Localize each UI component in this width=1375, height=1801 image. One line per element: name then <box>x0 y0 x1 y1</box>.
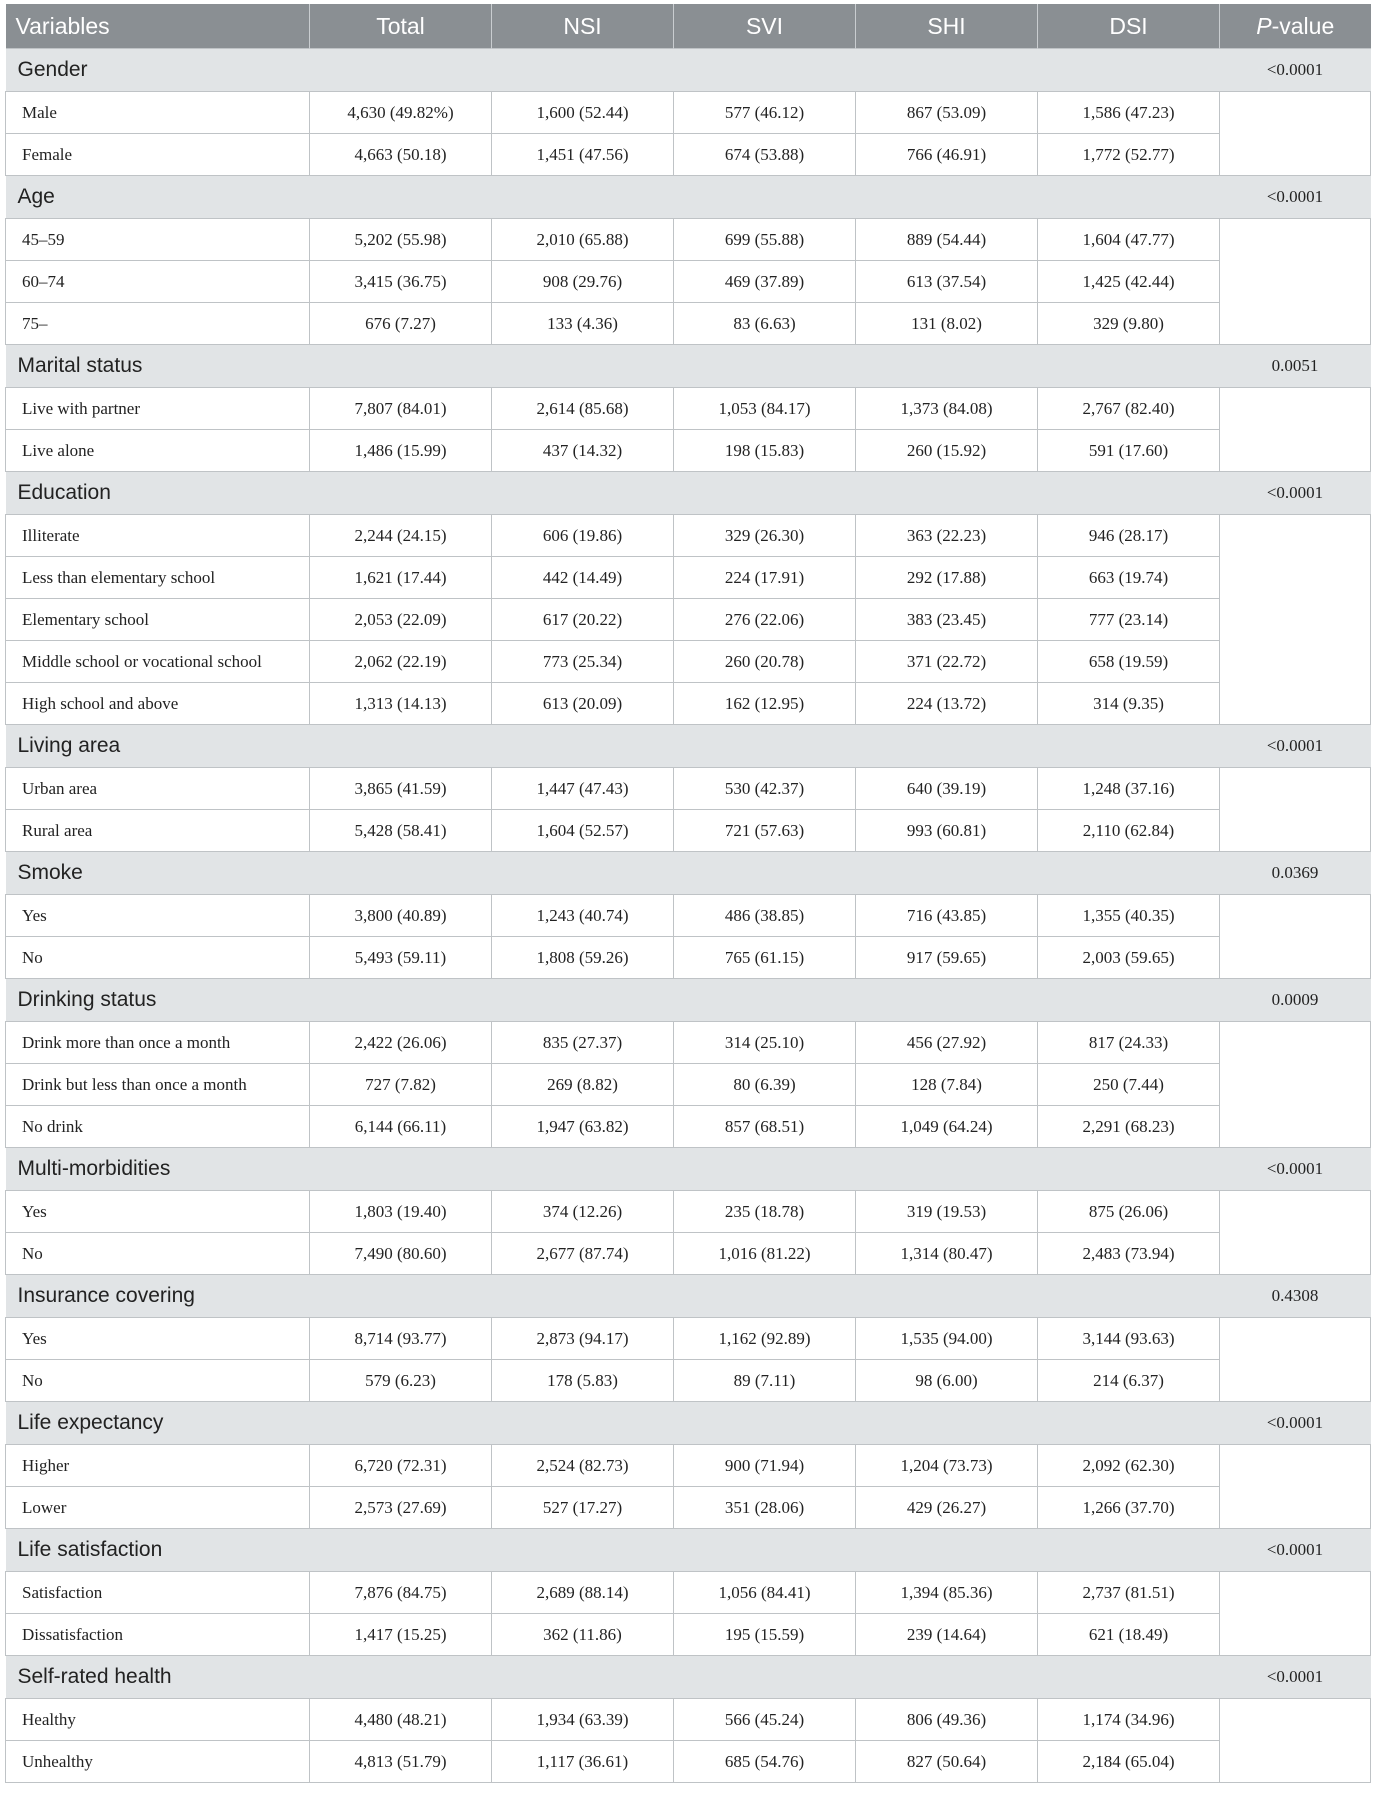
table-row <box>6 1360 1371 1402</box>
table-row <box>6 1614 1371 1656</box>
value-cell: 437 (14.32) <box>492 430 674 472</box>
group-name: Drinking status <box>6 979 1220 1022</box>
table-row <box>6 1064 1371 1106</box>
header-nsi: NSI <box>492 4 674 49</box>
row-label: 60–74 <box>6 261 310 303</box>
row-label: Unhealthy <box>6 1741 310 1783</box>
value-cell: 8,714 (93.77) <box>310 1318 492 1360</box>
table-row <box>6 515 1371 557</box>
table-row <box>6 1487 1371 1529</box>
row-label: Yes <box>6 1318 310 1360</box>
value-cell: 2,291 (68.23) <box>1038 1106 1220 1148</box>
value-cell: 2,422 (26.06) <box>310 1022 492 1064</box>
table-row <box>6 1106 1371 1148</box>
row-label: Yes <box>6 895 310 937</box>
group-p-value: <0.0001 <box>1220 49 1371 92</box>
table-row <box>6 1572 1371 1614</box>
table-row <box>6 810 1371 852</box>
value-cell: 133 (4.36) <box>492 303 674 345</box>
value-cell: 1,373 (84.08) <box>856 388 1038 430</box>
value-cell: 721 (57.63) <box>674 810 856 852</box>
group-p-value: <0.0001 <box>1220 1656 1371 1699</box>
group-row <box>6 49 1371 92</box>
value-cell: 98 (6.00) <box>856 1360 1038 1402</box>
value-cell: 314 (25.10) <box>674 1022 856 1064</box>
p-value-blank-cell <box>1220 388 1371 472</box>
value-cell: 195 (15.59) <box>674 1614 856 1656</box>
value-cell: 2,010 (65.88) <box>492 219 674 261</box>
table-row <box>6 261 1371 303</box>
value-cell: 131 (8.02) <box>856 303 1038 345</box>
header-pvalue-suffix: -value <box>1271 12 1335 39</box>
row-label: Rural area <box>6 810 310 852</box>
value-cell: 235 (18.78) <box>674 1191 856 1233</box>
value-cell: 908 (29.76) <box>492 261 674 303</box>
group-row <box>6 1275 1371 1318</box>
value-cell: 993 (60.81) <box>856 810 1038 852</box>
group-p-value: <0.0001 <box>1220 725 1371 768</box>
p-value-blank-cell <box>1220 1445 1371 1529</box>
value-cell: 260 (20.78) <box>674 641 856 683</box>
value-cell: 2,614 (85.68) <box>492 388 674 430</box>
row-label: No <box>6 937 310 979</box>
table-body <box>6 49 1371 1783</box>
value-cell: 716 (43.85) <box>856 895 1038 937</box>
value-cell: 1,053 (84.17) <box>674 388 856 430</box>
table-row <box>6 683 1371 725</box>
value-cell: 198 (15.83) <box>674 430 856 472</box>
value-cell: 613 (20.09) <box>492 683 674 725</box>
value-cell: 1,174 (34.96) <box>1038 1699 1220 1741</box>
value-cell: 1,266 (37.70) <box>1038 1487 1220 1529</box>
row-label: Yes <box>6 1191 310 1233</box>
value-cell: 946 (28.17) <box>1038 515 1220 557</box>
row-label: No <box>6 1233 310 1275</box>
group-p-value: 0.4308 <box>1220 1275 1371 1318</box>
row-label: Healthy <box>6 1699 310 1741</box>
value-cell: 2,767 (82.40) <box>1038 388 1220 430</box>
value-cell: 1,600 (52.44) <box>492 92 674 134</box>
value-cell: 442 (14.49) <box>492 557 674 599</box>
header-dsi: DSI <box>1038 4 1220 49</box>
value-cell: 276 (22.06) <box>674 599 856 641</box>
value-cell: 2,524 (82.73) <box>492 1445 674 1487</box>
row-label: High school and above <box>6 683 310 725</box>
group-name: Marital status <box>6 345 1220 388</box>
value-cell: 2,483 (73.94) <box>1038 1233 1220 1275</box>
value-cell: 2,573 (27.69) <box>310 1487 492 1529</box>
group-row <box>6 1148 1371 1191</box>
group-p-value: 0.0051 <box>1220 345 1371 388</box>
value-cell: 314 (9.35) <box>1038 683 1220 725</box>
value-cell: 371 (22.72) <box>856 641 1038 683</box>
value-cell: 292 (17.88) <box>856 557 1038 599</box>
value-cell: 5,493 (59.11) <box>310 937 492 979</box>
group-p-value: <0.0001 <box>1220 176 1371 219</box>
value-cell: 613 (37.54) <box>856 261 1038 303</box>
table-row <box>6 768 1371 810</box>
table-row <box>6 599 1371 641</box>
value-cell: 1,535 (94.00) <box>856 1318 1038 1360</box>
row-label: Satisfaction <box>6 1572 310 1614</box>
value-cell: 3,800 (40.89) <box>310 895 492 937</box>
value-cell: 827 (50.64) <box>856 1741 1038 1783</box>
header-shi: SHI <box>856 4 1038 49</box>
table-row <box>6 134 1371 176</box>
value-cell: 606 (19.86) <box>492 515 674 557</box>
value-cell: 2,677 (87.74) <box>492 1233 674 1275</box>
value-cell: 383 (23.45) <box>856 599 1038 641</box>
value-cell: 1,314 (80.47) <box>856 1233 1038 1275</box>
table-row <box>6 557 1371 599</box>
table-row <box>6 430 1371 472</box>
row-label: Lower <box>6 1487 310 1529</box>
header-row <box>6 4 1371 49</box>
value-cell: 4,630 (49.82%) <box>310 92 492 134</box>
value-cell: 486 (38.85) <box>674 895 856 937</box>
p-value-blank-cell <box>1220 1699 1371 1783</box>
group-row <box>6 1529 1371 1572</box>
value-cell: 429 (26.27) <box>856 1487 1038 1529</box>
header-pvalue <box>1220 4 1371 49</box>
value-cell: 2,244 (24.15) <box>310 515 492 557</box>
value-cell: 1,604 (52.57) <box>492 810 674 852</box>
value-cell: 3,144 (93.63) <box>1038 1318 1220 1360</box>
table-row <box>6 1699 1371 1741</box>
value-cell: 817 (24.33) <box>1038 1022 1220 1064</box>
group-name: Gender <box>6 49 1220 92</box>
value-cell: 362 (11.86) <box>492 1614 674 1656</box>
row-label: Dissatisfaction <box>6 1614 310 1656</box>
value-cell: 867 (53.09) <box>856 92 1038 134</box>
value-cell: 319 (19.53) <box>856 1191 1038 1233</box>
row-label: No drink <box>6 1106 310 1148</box>
group-name: Multi-morbidities <box>6 1148 1220 1191</box>
table-row <box>6 92 1371 134</box>
characteristics-table <box>5 4 1371 1783</box>
group-p-value: <0.0001 <box>1220 1402 1371 1445</box>
value-cell: 83 (6.63) <box>674 303 856 345</box>
group-name: Smoke <box>6 852 1220 895</box>
row-label: 75– <box>6 303 310 345</box>
value-cell: 900 (71.94) <box>674 1445 856 1487</box>
value-cell: 178 (5.83) <box>492 1360 674 1402</box>
value-cell: 917 (59.65) <box>856 937 1038 979</box>
p-value-blank-cell <box>1220 1191 1371 1275</box>
value-cell: 1,162 (92.89) <box>674 1318 856 1360</box>
p-value-blank-cell <box>1220 515 1371 725</box>
value-cell: 773 (25.34) <box>492 641 674 683</box>
group-name: Living area <box>6 725 1220 768</box>
value-cell: 2,092 (62.30) <box>1038 1445 1220 1487</box>
value-cell: 3,865 (41.59) <box>310 768 492 810</box>
value-cell: 527 (17.27) <box>492 1487 674 1529</box>
value-cell: 663 (19.74) <box>1038 557 1220 599</box>
table-row <box>6 303 1371 345</box>
value-cell: 835 (27.37) <box>492 1022 674 1064</box>
value-cell: 5,428 (58.41) <box>310 810 492 852</box>
value-cell: 1,016 (81.22) <box>674 1233 856 1275</box>
value-cell: 591 (17.60) <box>1038 430 1220 472</box>
value-cell: 269 (8.82) <box>492 1064 674 1106</box>
header-variables: Variables <box>6 4 310 49</box>
value-cell: 1,451 (47.56) <box>492 134 674 176</box>
group-name: Life satisfaction <box>6 1529 1220 1572</box>
value-cell: 1,425 (42.44) <box>1038 261 1220 303</box>
value-cell: 1,447 (47.43) <box>492 768 674 810</box>
group-name: Education <box>6 472 1220 515</box>
value-cell: 2,003 (59.65) <box>1038 937 1220 979</box>
header-svi: SVI <box>674 4 856 49</box>
value-cell: 579 (6.23) <box>310 1360 492 1402</box>
value-cell: 6,720 (72.31) <box>310 1445 492 1487</box>
value-cell: 621 (18.49) <box>1038 1614 1220 1656</box>
header-total: Total <box>310 4 492 49</box>
group-row <box>6 1402 1371 1445</box>
p-value-blank-cell <box>1220 895 1371 979</box>
table-row <box>6 641 1371 683</box>
value-cell: 1,117 (36.61) <box>492 1741 674 1783</box>
row-label: Higher <box>6 1445 310 1487</box>
value-cell: 1,049 (64.24) <box>856 1106 1038 1148</box>
p-value-blank-cell <box>1220 1022 1371 1148</box>
table-row <box>6 937 1371 979</box>
value-cell: 3,415 (36.75) <box>310 261 492 303</box>
table-row <box>6 1233 1371 1275</box>
group-name: Insurance covering <box>6 1275 1220 1318</box>
value-cell: 2,184 (65.04) <box>1038 1741 1220 1783</box>
value-cell: 239 (14.64) <box>856 1614 1038 1656</box>
row-label: 45–59 <box>6 219 310 261</box>
value-cell: 1,204 (73.73) <box>856 1445 1038 1487</box>
value-cell: 577 (46.12) <box>674 92 856 134</box>
value-cell: 676 (7.27) <box>310 303 492 345</box>
value-cell: 351 (28.06) <box>674 1487 856 1529</box>
group-name: Life expectancy <box>6 1402 1220 1445</box>
value-cell: 374 (12.26) <box>492 1191 674 1233</box>
value-cell: 2,110 (62.84) <box>1038 810 1220 852</box>
value-cell: 250 (7.44) <box>1038 1064 1220 1106</box>
table-row <box>6 1445 1371 1487</box>
table-row <box>6 1022 1371 1064</box>
group-row <box>6 345 1371 388</box>
row-label: Urban area <box>6 768 310 810</box>
value-cell: 2,873 (94.17) <box>492 1318 674 1360</box>
value-cell: 162 (12.95) <box>674 683 856 725</box>
value-cell: 7,490 (80.60) <box>310 1233 492 1275</box>
value-cell: 685 (54.76) <box>674 1741 856 1783</box>
value-cell: 1,934 (63.39) <box>492 1699 674 1741</box>
value-cell: 1,394 (85.36) <box>856 1572 1038 1614</box>
value-cell: 456 (27.92) <box>856 1022 1038 1064</box>
value-cell: 1,808 (59.26) <box>492 937 674 979</box>
value-cell: 674 (53.88) <box>674 134 856 176</box>
row-label: Live with partner <box>6 388 310 430</box>
value-cell: 889 (54.44) <box>856 219 1038 261</box>
p-value-blank-cell <box>1220 1572 1371 1656</box>
value-cell: 1,355 (40.35) <box>1038 895 1220 937</box>
group-p-value: <0.0001 <box>1220 1529 1371 1572</box>
value-cell: 80 (6.39) <box>674 1064 856 1106</box>
row-label: Male <box>6 92 310 134</box>
value-cell: 765 (61.15) <box>674 937 856 979</box>
p-value-blank-cell <box>1220 1318 1371 1402</box>
group-p-value: <0.0001 <box>1220 472 1371 515</box>
value-cell: 2,689 (88.14) <box>492 1572 674 1614</box>
row-label: Live alone <box>6 430 310 472</box>
value-cell: 4,663 (50.18) <box>310 134 492 176</box>
group-row <box>6 725 1371 768</box>
value-cell: 214 (6.37) <box>1038 1360 1220 1402</box>
row-label: Elementary school <box>6 599 310 641</box>
value-cell: 1,772 (52.77) <box>1038 134 1220 176</box>
p-value-blank-cell <box>1220 768 1371 852</box>
group-p-value: 0.0009 <box>1220 979 1371 1022</box>
table-row <box>6 1741 1371 1783</box>
value-cell: 1,313 (14.13) <box>310 683 492 725</box>
group-name: Self-rated health <box>6 1656 1220 1699</box>
value-cell: 1,243 (40.74) <box>492 895 674 937</box>
p-value-blank-cell <box>1220 92 1371 176</box>
value-cell: 857 (68.51) <box>674 1106 856 1148</box>
header-pvalue-p: P <box>1256 12 1272 39</box>
value-cell: 2,062 (22.19) <box>310 641 492 683</box>
value-cell: 727 (7.82) <box>310 1064 492 1106</box>
value-cell: 1,486 (15.99) <box>310 430 492 472</box>
value-cell: 658 (19.59) <box>1038 641 1220 683</box>
value-cell: 6,144 (66.11) <box>310 1106 492 1148</box>
value-cell: 806 (49.36) <box>856 1699 1038 1741</box>
row-label: No <box>6 1360 310 1402</box>
value-cell: 1,248 (37.16) <box>1038 768 1220 810</box>
value-cell: 1,947 (63.82) <box>492 1106 674 1148</box>
value-cell: 224 (13.72) <box>856 683 1038 725</box>
row-label: Less than elementary school <box>6 557 310 599</box>
value-cell: 699 (55.88) <box>674 219 856 261</box>
value-cell: 566 (45.24) <box>674 1699 856 1741</box>
row-label: Middle school or vocational school <box>6 641 310 683</box>
value-cell: 1,056 (84.41) <box>674 1572 856 1614</box>
value-cell: 5,202 (55.98) <box>310 219 492 261</box>
group-p-value: <0.0001 <box>1220 1148 1371 1191</box>
row-label: Female <box>6 134 310 176</box>
value-cell: 1,586 (47.23) <box>1038 92 1220 134</box>
value-cell: 128 (7.84) <box>856 1064 1038 1106</box>
value-cell: 89 (7.11) <box>674 1360 856 1402</box>
value-cell: 1,621 (17.44) <box>310 557 492 599</box>
value-cell: 640 (39.19) <box>856 768 1038 810</box>
value-cell: 766 (46.91) <box>856 134 1038 176</box>
value-cell: 329 (9.80) <box>1038 303 1220 345</box>
group-row <box>6 979 1371 1022</box>
row-label: Drink more than once a month <box>6 1022 310 1064</box>
row-label: Drink but less than once a month <box>6 1064 310 1106</box>
group-row <box>6 472 1371 515</box>
value-cell: 7,876 (84.75) <box>310 1572 492 1614</box>
value-cell: 1,604 (47.77) <box>1038 219 1220 261</box>
table-row <box>6 895 1371 937</box>
group-row <box>6 852 1371 895</box>
table-row <box>6 219 1371 261</box>
group-p-value: 0.0369 <box>1220 852 1371 895</box>
group-name: Age <box>6 176 1220 219</box>
value-cell: 530 (42.37) <box>674 768 856 810</box>
row-label: Illiterate <box>6 515 310 557</box>
value-cell: 4,480 (48.21) <box>310 1699 492 1741</box>
group-row <box>6 176 1371 219</box>
value-cell: 2,053 (22.09) <box>310 599 492 641</box>
value-cell: 777 (23.14) <box>1038 599 1220 641</box>
table-row <box>6 1191 1371 1233</box>
value-cell: 1,803 (19.40) <box>310 1191 492 1233</box>
table-row <box>6 1318 1371 1360</box>
value-cell: 329 (26.30) <box>674 515 856 557</box>
value-cell: 363 (22.23) <box>856 515 1038 557</box>
value-cell: 469 (37.89) <box>674 261 856 303</box>
value-cell: 224 (17.91) <box>674 557 856 599</box>
p-value-blank-cell <box>1220 219 1371 345</box>
group-row <box>6 1656 1371 1699</box>
value-cell: 1,417 (15.25) <box>310 1614 492 1656</box>
value-cell: 875 (26.06) <box>1038 1191 1220 1233</box>
value-cell: 4,813 (51.79) <box>310 1741 492 1783</box>
value-cell: 260 (15.92) <box>856 430 1038 472</box>
value-cell: 2,737 (81.51) <box>1038 1572 1220 1614</box>
value-cell: 617 (20.22) <box>492 599 674 641</box>
table-row <box>6 388 1371 430</box>
value-cell: 7,807 (84.01) <box>310 388 492 430</box>
